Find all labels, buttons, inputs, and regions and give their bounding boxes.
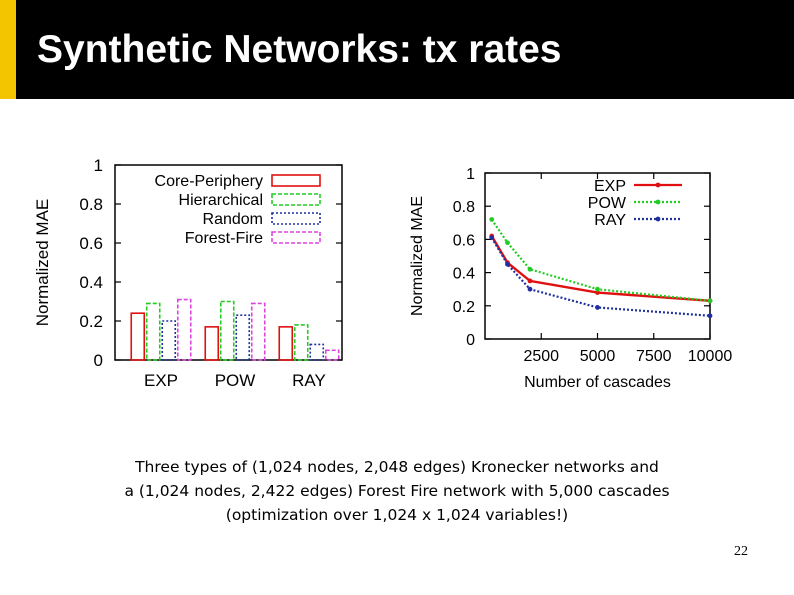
x-tick-label: 5000 bbox=[579, 348, 616, 365]
data-point bbox=[489, 235, 494, 240]
y-tick-label: 0.4 bbox=[79, 273, 103, 292]
bar bbox=[221, 302, 234, 361]
slide-title: Synthetic Networks: tx rates bbox=[37, 28, 562, 71]
data-point bbox=[528, 267, 533, 272]
bar bbox=[326, 350, 339, 360]
x-tick-label: RAY bbox=[292, 371, 326, 390]
y-tick-label: 0.8 bbox=[79, 195, 103, 214]
caption-line: (optimization over 1,024 x 1,024 variables!) bbox=[225, 506, 569, 524]
data-point bbox=[708, 298, 713, 303]
bar bbox=[162, 321, 175, 360]
data-point bbox=[595, 305, 600, 310]
legend-label: Hierarchical bbox=[178, 192, 263, 209]
x-tick-label: 2500 bbox=[523, 348, 560, 365]
legend-label: Core-Periphery bbox=[154, 173, 263, 190]
legend-label: POW bbox=[587, 195, 626, 212]
y-axis-label: Normalized MAE bbox=[409, 195, 426, 317]
bar bbox=[252, 303, 265, 360]
legend-swatch bbox=[272, 194, 320, 205]
data-point bbox=[528, 279, 533, 284]
legend-swatch bbox=[272, 175, 320, 186]
y-tick-label: 0.4 bbox=[452, 265, 475, 283]
legend-marker bbox=[656, 200, 661, 205]
legend-marker bbox=[656, 183, 661, 188]
bar bbox=[279, 327, 292, 360]
bar bbox=[147, 303, 160, 360]
x-tick-label: EXP bbox=[143, 371, 179, 390]
y-tick-label: 0 bbox=[466, 332, 475, 349]
y-tick-label: 0.2 bbox=[79, 312, 103, 331]
data-point bbox=[505, 262, 510, 267]
line-chart-mae-vs-cascades bbox=[400, 155, 740, 400]
series-line bbox=[492, 219, 710, 300]
data-point bbox=[505, 240, 510, 245]
slide-header bbox=[0, 0, 794, 99]
data-point bbox=[595, 287, 600, 292]
bar-chart-mae bbox=[30, 150, 360, 400]
legend-swatch bbox=[272, 213, 320, 224]
y-tick-label: 1 bbox=[93, 156, 103, 175]
y-tick-label: 0 bbox=[93, 351, 103, 370]
y-axis-label: Normalized MAE bbox=[33, 198, 52, 327]
caption-line: a (1,024 nodes, 2,422 edges) Forest Fire network with 5,000 cascades bbox=[124, 482, 670, 500]
legend-marker bbox=[656, 217, 661, 222]
x-axis-label: Number of cascades bbox=[524, 374, 671, 391]
slide-number: 22 bbox=[734, 544, 748, 559]
bar bbox=[205, 327, 218, 360]
bar bbox=[131, 313, 144, 360]
data-point bbox=[489, 217, 494, 222]
bar bbox=[310, 344, 323, 360]
bar bbox=[178, 300, 191, 360]
series-line bbox=[492, 236, 710, 301]
x-tick-label: 10000 bbox=[687, 348, 733, 365]
legend-label: RAY bbox=[594, 212, 626, 229]
x-tick-label: 7500 bbox=[635, 348, 672, 365]
legend-label: Forest-Fire bbox=[184, 230, 263, 247]
y-tick-label: 0.8 bbox=[452, 199, 475, 217]
bar bbox=[295, 325, 308, 360]
data-point bbox=[528, 287, 533, 292]
y-tick-label: 1 bbox=[466, 166, 475, 183]
x-tick-label: POW bbox=[214, 371, 256, 390]
y-tick-label: 0.6 bbox=[79, 234, 103, 253]
data-point bbox=[708, 313, 713, 318]
legend-label: Random bbox=[202, 211, 263, 228]
y-tick-label: 0.6 bbox=[452, 232, 475, 250]
caption-line: Three types of (1,024 nodes, 2,048 edges) Kronecker networks and bbox=[135, 458, 659, 476]
legend-swatch bbox=[272, 232, 320, 243]
header-accent-bar bbox=[0, 0, 16, 99]
slide-caption bbox=[60, 455, 734, 527]
legend-label: EXP bbox=[593, 178, 626, 195]
y-tick-label: 0.2 bbox=[452, 298, 475, 316]
bar bbox=[236, 315, 249, 360]
